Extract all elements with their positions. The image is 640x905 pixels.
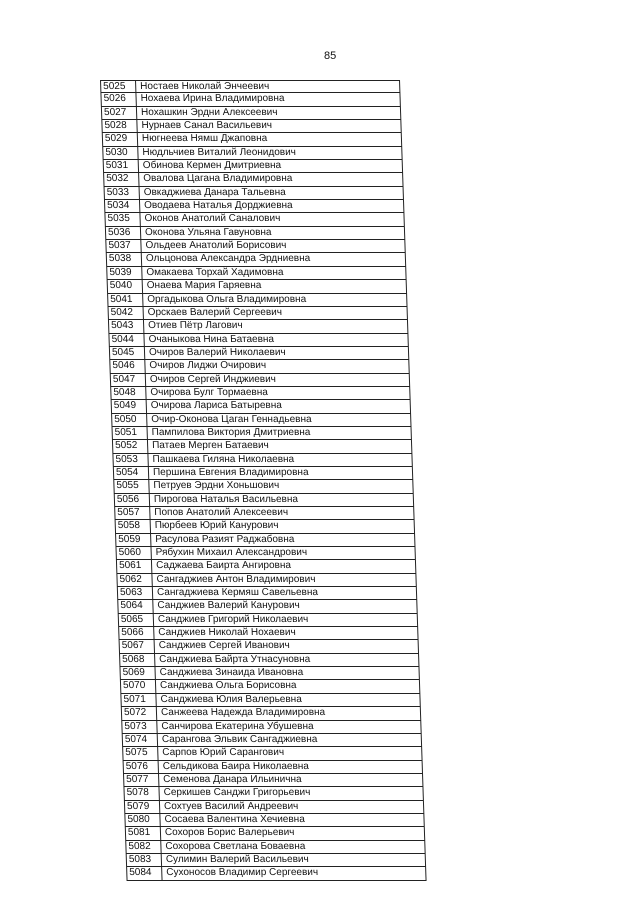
table-row	[120, 694, 420, 707]
row-number: 5025	[100, 81, 136, 92]
table-row	[110, 387, 410, 400]
row-number: 5047	[110, 374, 146, 386]
row-number: 5071	[120, 694, 156, 706]
person-name: Санджиев Григорий Николаевич	[154, 614, 418, 626]
name-roster-table	[100, 80, 427, 881]
person-name: Очир-Оконова Цаган Геннадьевна	[147, 414, 411, 426]
person-name: Очирова Булг Тормаевна	[146, 387, 410, 399]
person-name: Оконова Ульяна Гавуновна	[141, 227, 405, 239]
person-name: Орскаев Валерий Сергеевич	[144, 307, 408, 319]
table-row	[108, 334, 408, 347]
table-row	[120, 680, 420, 693]
row-number: 5076	[123, 761, 159, 773]
person-name: Нюдльчиев Виталий Леонидович	[138, 147, 402, 159]
person-name: Ностаев Николай Энчеевич	[136, 81, 400, 92]
person-name: Санджиева Ольга Борисовна	[156, 680, 420, 692]
row-number: 5073	[121, 721, 157, 733]
table-row	[123, 774, 423, 787]
person-name: Обинова Кермен Дмитриевна	[139, 160, 403, 172]
table-row	[119, 667, 419, 680]
row-number: 5057	[114, 507, 150, 519]
row-number: 5083	[126, 854, 162, 866]
row-number: 5050	[111, 414, 147, 426]
row-number: 5045	[109, 347, 145, 359]
row-number: 5069	[119, 667, 155, 679]
row-number: 5067	[119, 640, 155, 652]
person-name: Патаев Мерген Батаевич	[148, 440, 412, 452]
table-row	[111, 400, 411, 413]
person-name: Нурнаев Санал Васильевич	[137, 120, 401, 132]
person-name: Оконов Анатолий Саналович	[140, 213, 404, 225]
table-row	[112, 440, 412, 453]
table-row	[109, 347, 409, 360]
row-number: 5066	[118, 627, 154, 639]
person-name: Оводаева Наталья Дорджиевна	[140, 200, 404, 212]
row-number: 5034	[104, 200, 140, 212]
table-row	[106, 253, 406, 266]
person-name: Сарпов Юрий Сарангович	[158, 747, 422, 759]
person-name: Санджиева Зинаида Ивановна	[155, 667, 419, 679]
person-name: Санджиев Николай Нохаевич	[154, 627, 418, 639]
table-row	[126, 854, 426, 867]
person-name: Пирогова Наталья Васильевна	[150, 494, 414, 506]
row-number: 5072	[121, 707, 157, 719]
table-row	[115, 547, 415, 560]
row-number: 5062	[116, 574, 152, 586]
row-number: 5040	[107, 280, 143, 292]
table-row	[100, 80, 400, 93]
person-name: Сохорова Светлана Боваевна	[161, 841, 425, 853]
person-name: Очирова Лариса Батыревна	[147, 400, 411, 412]
person-name: Першина Евгения Владимировна	[149, 467, 413, 479]
person-name: Очиров Сергей Инджиевич	[146, 374, 410, 386]
table-row	[101, 107, 401, 120]
person-name: Сохтуев Василий Андреевич	[160, 801, 424, 813]
row-number: 5064	[117, 600, 153, 612]
person-name: Сухоносов Владимир Сергеевич	[162, 867, 426, 879]
table-row	[105, 227, 405, 240]
table-row	[104, 187, 404, 200]
table-row	[102, 147, 402, 160]
row-number: 5059	[115, 534, 151, 546]
row-number: 5082	[125, 841, 161, 853]
row-number: 5052	[112, 440, 148, 452]
person-name: Санжеева Надежда Владимировна	[157, 707, 421, 719]
table-row	[119, 654, 419, 667]
person-name: Санджиева Юлия Валерьевна	[156, 694, 420, 706]
row-number: 5079	[124, 801, 160, 813]
row-number: 5026	[100, 93, 136, 105]
table-row	[110, 374, 410, 387]
person-name: Рябухин Михаил Александрович	[151, 547, 415, 559]
person-name: Сосаева Валентина Хечиевна	[160, 814, 424, 826]
row-number: 5054	[113, 467, 149, 479]
row-number: 5031	[103, 160, 139, 172]
person-name: Семенова Данара Ильинична	[159, 774, 423, 786]
table-row	[116, 574, 416, 587]
table-row	[105, 240, 405, 253]
person-name: Нюгнеева Нямш Джаповна	[138, 133, 402, 145]
table-row	[108, 307, 408, 320]
person-name: Сулимин Валерий Васильевич	[162, 854, 426, 866]
row-number: 5074	[122, 734, 158, 746]
row-number: 5030	[102, 147, 138, 159]
table-row	[122, 747, 422, 760]
table-row	[107, 294, 407, 307]
table-row	[117, 587, 417, 600]
person-name: Пюрбеев Юрий Канурович	[151, 520, 415, 532]
table-row	[125, 827, 425, 840]
row-number: 5058	[115, 520, 151, 532]
table-row	[114, 507, 414, 520]
person-name: Попов Анатолий Алексеевич	[150, 507, 414, 519]
table-row	[103, 173, 403, 186]
row-number: 5053	[112, 454, 148, 466]
row-number: 5039	[106, 267, 142, 279]
person-name: Отиев Пётр Лагович	[144, 320, 408, 332]
person-name: Расулова Разият Раджабовна	[151, 534, 415, 546]
row-number: 5081	[125, 827, 161, 839]
table-row	[108, 320, 408, 333]
row-number: 5035	[104, 213, 140, 225]
table-row	[104, 200, 404, 213]
person-name: Оргадыкова Ольга Владимировна	[143, 294, 407, 306]
table-row	[118, 614, 418, 627]
table-row	[124, 814, 424, 827]
person-name: Омакаева Торхай Хадимовна	[142, 267, 406, 279]
person-name: Петруев Эрдни Хоньшович	[149, 480, 413, 492]
row-number: 5065	[118, 614, 154, 626]
row-number: 5070	[120, 680, 156, 692]
table-row	[118, 627, 418, 640]
table-row	[123, 761, 423, 774]
person-name: Очиров Лиджи Очирович	[145, 360, 409, 372]
person-name: Санджиев Валерий Канурович	[153, 600, 417, 612]
row-number: 5042	[108, 307, 144, 319]
page-number: 85	[324, 50, 337, 62]
row-number: 5068	[119, 654, 155, 666]
table-row	[125, 841, 425, 854]
row-number: 5060	[115, 547, 151, 559]
row-number: 5078	[123, 787, 159, 799]
row-number: 5048	[110, 387, 146, 399]
table-row	[104, 213, 404, 226]
person-name: Саджаева Баирта Ангировна	[152, 560, 416, 572]
person-name: Овалова Цагана Владимировна	[139, 173, 403, 185]
row-number: 5051	[112, 427, 148, 439]
table-row	[126, 867, 426, 880]
row-number: 5043	[108, 320, 144, 332]
table-row	[121, 721, 421, 734]
table-row	[121, 707, 421, 720]
person-name: Санджиева Байрта Утнасуновна	[155, 654, 419, 666]
table-row	[101, 120, 401, 133]
person-name: Нохашкин Эрдни Алексеевич	[137, 107, 401, 119]
table-row	[123, 787, 423, 800]
person-name: Серкишев Санджи Григорьевич	[159, 787, 423, 799]
row-number: 5028	[101, 120, 137, 132]
row-number: 5084	[126, 867, 162, 879]
row-number: 5075	[122, 747, 158, 759]
table-row	[115, 520, 415, 533]
person-name: Нохаева Ирина Владимировна	[136, 93, 400, 105]
row-number: 5063	[117, 587, 153, 599]
row-number: 5029	[102, 133, 138, 145]
table-row	[115, 534, 415, 547]
row-number: 5056	[114, 494, 150, 506]
row-number: 5041	[107, 294, 143, 306]
person-name: Пампилова Виктория Дмитриевна	[148, 427, 412, 439]
table-row	[117, 600, 417, 613]
person-name: Сарангова Эльвик Сангаджиевна	[158, 734, 422, 746]
row-number: 5032	[103, 173, 139, 185]
table-row	[116, 560, 416, 573]
person-name: Очиров Валерий Николаевич	[145, 347, 409, 359]
person-name: Сангаджиев Антон Владимирович	[152, 574, 416, 586]
row-number: 5049	[111, 400, 147, 412]
table-row	[112, 454, 412, 467]
row-number: 5027	[101, 107, 137, 119]
row-number: 5077	[123, 774, 159, 786]
table-row	[106, 267, 406, 280]
person-name: Ольцонова Александра Эрдниевна	[142, 253, 406, 265]
table-row	[113, 467, 413, 480]
person-name: Сангаджиева Кермяш Савельевна	[153, 587, 417, 599]
table-row	[111, 414, 411, 427]
table-row	[109, 360, 409, 373]
person-name: Ольдеев Анатолий Борисович	[141, 240, 405, 252]
row-number: 5037	[105, 240, 141, 252]
table-row	[114, 494, 414, 507]
person-name: Сохоров Борис Валерьевич	[161, 827, 425, 839]
table-row	[103, 160, 403, 173]
row-number: 5038	[106, 253, 142, 265]
row-number: 5046	[109, 360, 145, 372]
row-number: 5080	[124, 814, 160, 826]
row-number: 5044	[108, 334, 144, 346]
person-name: Очаныкова Нина Батаевна	[144, 334, 408, 346]
person-name: Санчирова Екатерина Убушевна	[157, 721, 421, 733]
table-row	[100, 93, 400, 106]
table-row	[119, 640, 419, 653]
table-row	[113, 480, 413, 493]
person-name: Овкаджиева Данара Тальевна	[140, 187, 404, 199]
row-number: 5055	[113, 480, 149, 492]
table-row	[122, 734, 422, 747]
table-row	[124, 801, 424, 814]
person-name: Пашкаева Гиляна Николаевна	[148, 454, 412, 466]
table-row	[102, 133, 402, 146]
table-row	[112, 427, 412, 440]
table-row	[107, 280, 407, 293]
row-number: 5036	[105, 227, 141, 239]
person-name: Санджиев Сергей Иванович	[155, 640, 419, 652]
row-number: 5033	[104, 187, 140, 199]
person-name: Сельдикова Баира Николаевна	[159, 761, 423, 773]
row-number: 5061	[116, 560, 152, 572]
person-name: Онаева Мария Гаряевна	[143, 280, 407, 292]
